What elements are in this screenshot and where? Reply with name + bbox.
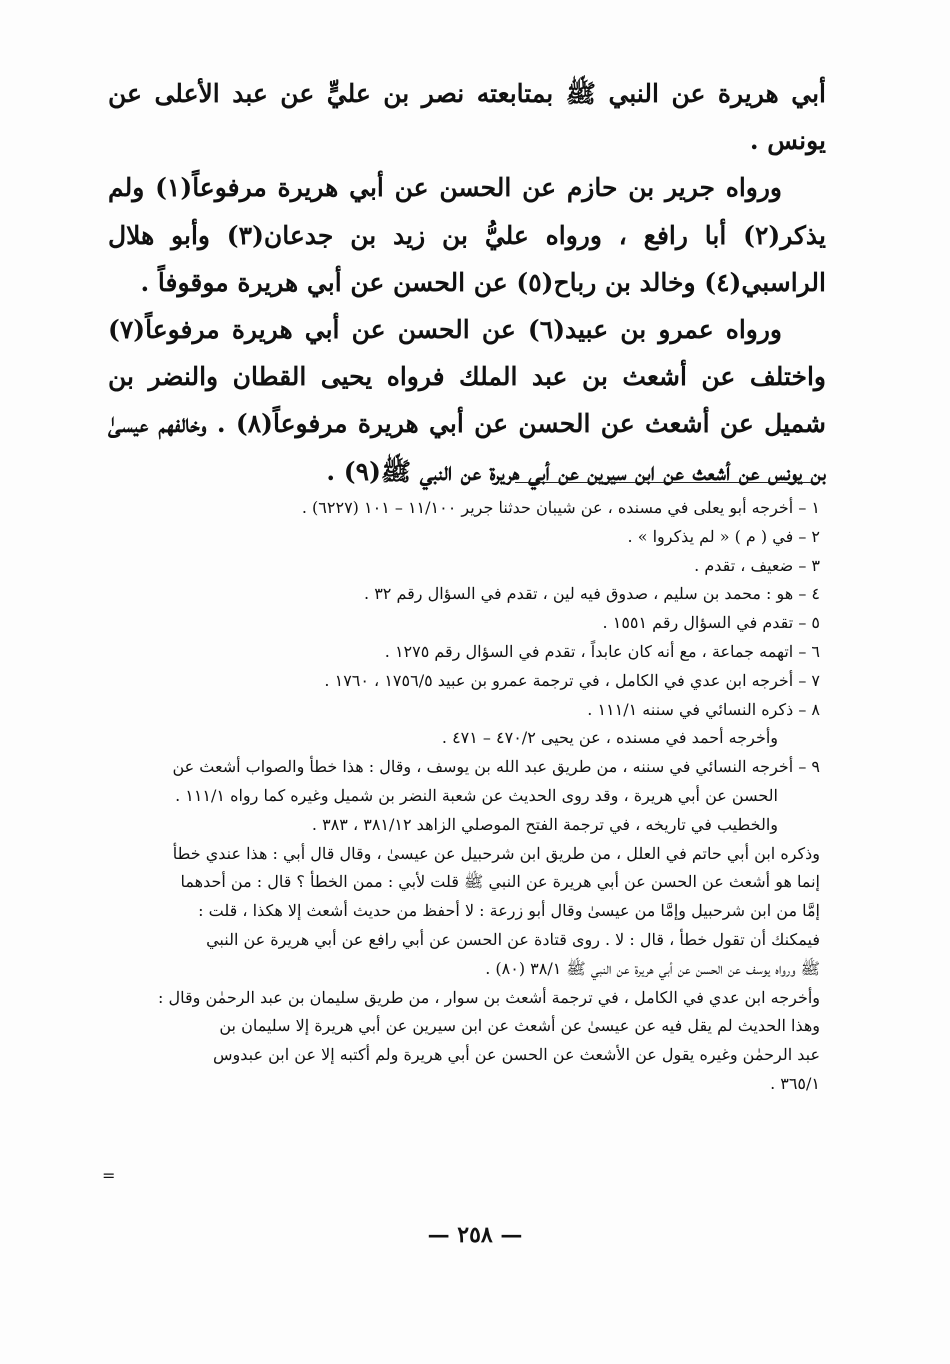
footnote-9-line: ٩ – أخرجه النسائي في سننه ، من طريق عبد الله بن يوسف ، وقال : هذا خطأ والصواب أشعث عن — [172, 757, 820, 777]
footnote-4: ٤ – هو : محمد بن سليم ، صدوق فيه لين ، تقدم في السؤال رقم ٣٢ . — [364, 584, 820, 604]
main-paragraph-2: ورواه جرير بن حازم عن الحسن عن أبي هريرة مرفوعاً(١) ولم يذكر(٢) أبا رافع ، ورواه عليُّ بن زيد بن جدعان(٣) وأبو هلال الراسبي(٤) وخالد بن رباح(٥) عن الحسن عن أبي هريرة موقوفاً . — [108, 173, 826, 297]
main-paragraph-3: ورواه عمرو بن عبيد(٦) عن الحسن عن أبي هريرة مرفوعاً(٧) واختلف عن أشعث بن عبد الملك فرواه يحيى القطان والنضر بن شميل عن أشعث عن الحسن عن أبي هريرة مرفوعاً(٨) . وخالفهم عيسىٰ بن يونس عن أشعث عن ابن سيرين عن أبي هريرة عن النبي ﷺ(٩) . — [108, 315, 826, 486]
footnote-9-line: وهذا الحديث لم يقل فيه عن عيسىٰ عن أشعث عن ابن سيرين عن أبي هريرة إلا سليمان بن — [219, 1016, 820, 1036]
footnote-9 — [108, 753, 820, 1099]
footnote-9-line: ٣٦٥/١ . — [770, 1073, 820, 1093]
footnote-1: ١ – أخرجه أبو يعلى في مسنده ، عن شيبان حدثنا جرير ١١/١٠٠ – ١٠١ (٦٢٢٧) . — [301, 498, 820, 517]
footnote-9-line: عبد الرحمٰن وغيره يقول عن الأشعث عن الحسن عن أبي هريرة ولم أكتبه إلا عن ابن عبدوس — [213, 1045, 820, 1065]
footnote-6: ٦ – اتهمه جماعة ، مع أنه كان عابداً ، تقدم في السؤال رقم ١٢٧٥ . — [384, 641, 820, 661]
page-number: — ٢٥٨ — — [427, 1222, 523, 1248]
footnote-9-line: وذكره ابن أبي حاتم في العلل ، من طريق ابن شرحبيل عن عيسىٰ ، وقال قال أبي : هذا عندي خطأ — [172, 843, 820, 863]
footnote-8-continuation: وأخرجه أحمد في مسنده ، عن يحيى ٤٧٠/٢ – ٤٧١ . — [441, 728, 778, 748]
footnote-9-line: إنما هو أشعث عن الحسن عن أبي هريرة عن النبي ﷺ قلت لأبي : ممن الخطأ ؟ قال : من أحدهما — [180, 872, 820, 892]
main-paragraph-1: أبي هريرة عن النبي ﷺ بمتابعته نصر بن عليٍّ عن عبد الأعلى عن يونس . — [108, 79, 826, 156]
footnote-2: ٢ – في ( م ) « لم يذكروا » . — [627, 526, 820, 546]
footnote-9-line: وأخرجه ابن عدي في الكامل ، في ترجمة أشعث بن سوار ، من طريق سليمان بن عبد الرحمٰن وقال : — [158, 987, 820, 1007]
footnote-5: ٥ – تقدم في السؤال رقم ١٥٥١ . — [602, 613, 820, 633]
footnote-separator — [515, 482, 811, 483]
footnotes — [108, 494, 820, 1099]
footnote-7: ٧ – أخرجه ابن عدي في الكامل ، في ترجمة عمرو بن عبيد ١٧٥٦/٥ ، ١٧٦٠ . — [324, 670, 820, 690]
footnote-3: ٣ – ضعيف ، تقدم . — [694, 555, 820, 575]
footnote-9-line: فيمكنك أن تقول خطأ ، قال : لا . روى قتادة عن الحسن عن أبي رافع عن أبي هريرة عن النبي — [206, 929, 820, 949]
footnote-9-line: الحسن عن أبي هريرة ، وقد روى الحديث عن شعبة النضر بن شميل وغيره كما رواه ١١١/١ . — [175, 785, 778, 805]
footnote-9-line: إمَّا من ابن شرحبيل وإمَّا من عيسىٰ وقال أبو زرعة : لا أحفظ من حديث أشعث إلا هكذا ، قلت : — [198, 901, 820, 921]
footnote-9-line: والخطيب في تاريخه ، في ترجمة الفتح الموصلي الزاهد ٣٨١/١٢ ، ٣٨٣ . — [311, 814, 778, 834]
footnote-9-line: ﷺ ورواه يوسف عن الحسن عن أبي هريرة عن النبي ﷺ ٣٨/١ (٨٠) . — [485, 958, 820, 978]
main-text — [108, 70, 826, 495]
continuation-mark: = — [102, 1166, 116, 1185]
footnote-8: ٨ – ذكره النسائي في سننه ١١١/١ . — [587, 699, 820, 719]
